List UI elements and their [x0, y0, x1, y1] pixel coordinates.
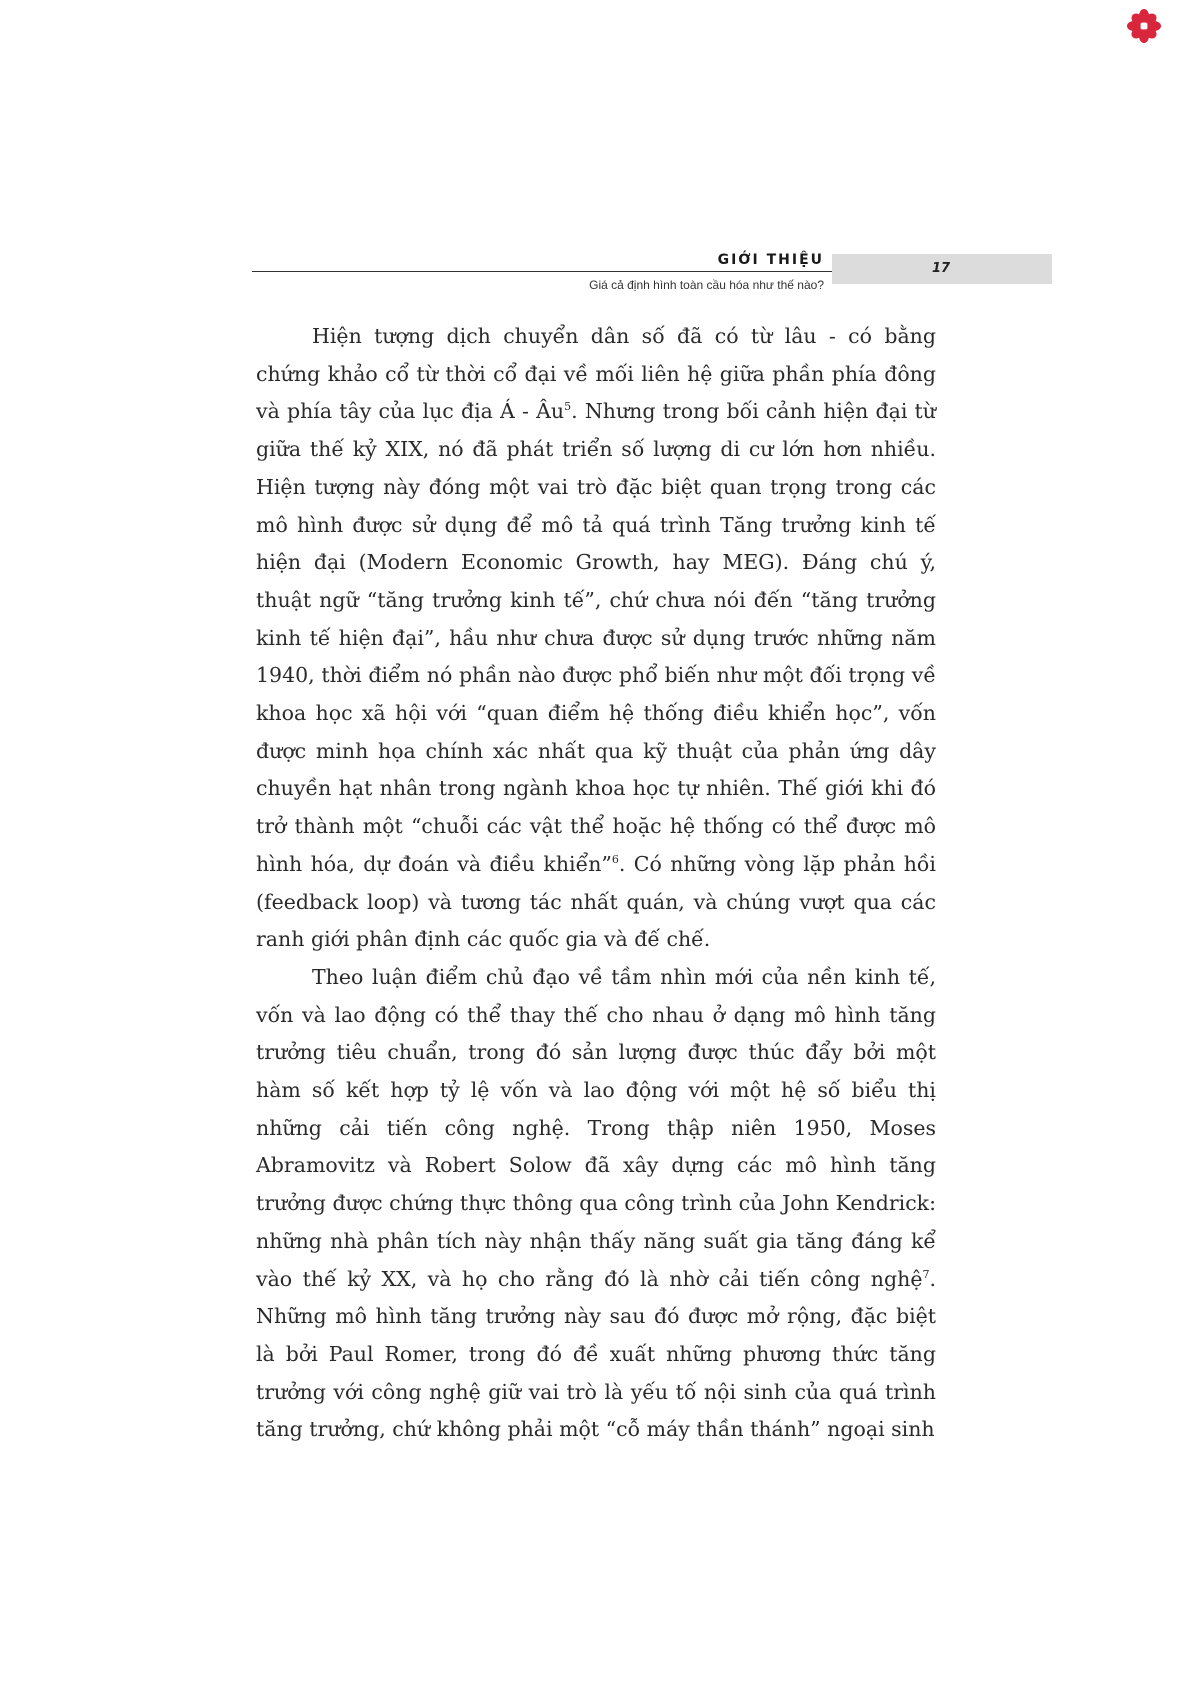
paragraph-text: . Có những vòng lặp phản hồi (feedback loop) và tương tác nhất quán, và chúng vượt qua các ranh giới phân định các quốc gia và đế chế. [256, 851, 936, 952]
section-title: GIỚI THIỆU [717, 252, 824, 268]
page-number-box [832, 254, 1052, 284]
paragraph-text: Hiện tượng dịch chuyển dân số đã có từ lâu - có bằng chứng khảo cổ từ thời cổ đại về mối liên hệ giữa phần phía đông và phía tây của lục địa Á - Âu [256, 324, 936, 424]
footnote-ref[interactable]: 7 [922, 1267, 930, 1281]
book-subtitle: Giá cả định hình toàn cầu hóa như thế nào? [589, 278, 824, 292]
body-text [256, 318, 936, 1449]
header-divider [252, 271, 832, 272]
footnote-ref[interactable]: 5 [564, 400, 572, 414]
paragraph [256, 318, 936, 959]
footnote-ref[interactable]: 6 [611, 853, 619, 867]
paragraph-text: . Những mô hình tăng trưởng này sau đó được mở rộng, đặc biệt là bởi Paul Romer, trong đó đề xuất những phương thức tăng trưởng với công nghệ giữ vai trò là yếu tố nội sinh của quá trình tăng trưởng, chứ không phải một “cỗ máy thần thánh” ngoại sinh [256, 1266, 936, 1442]
page-number: 17 [932, 261, 951, 276]
paragraph [256, 959, 936, 1449]
paragraph-text: Theo luận điểm chủ đạo về tầm nhìn mới của nền kinh tế, vốn và lao động có thể thay thế cho nhau ở dạng mô hình tăng trưởng tiêu chuẩn, trong đó sản lượng được thúc đẩy bởi một hàm số kết hợp tỷ lệ vốn và lao động với một hệ số biểu thị những cải tiến công nghệ. Trong thập niên 1950, Moses Abramovitz và Robert Solow đã xây dựng các mô hình tăng trưởng được chứng thực thông qua công trình của John Kendrick: những nhà phân tích này nhận thấy năng suất gia tăng đáng kể vào thế kỷ XX, và họ cho rằng đó là nhờ cải tiến công nghệ [256, 964, 936, 1291]
running-header [252, 250, 1052, 300]
publisher-logo-icon [1126, 8, 1162, 44]
paragraph-text: . Nhưng trong bối cảnh hiện đại từ giữa thế kỷ XIX, nó đã phát triển số lượng di cư lớn hơn nhiều. Hiện tượng này đóng một vai trò đặc biệt quan trọng trong các mô hình được sử dụng để mô tả quá trình Tăng trưởng kinh tế hiện đại (Modern Economic Growth, hay MEG). Đáng chú ý, thuật ngữ “tăng trưởng kinh tế”, chứ chưa nói đến “tăng trưởng kinh tế hiện đại”, hầu như chưa được sử dụng trước những năm 1940, thời điểm nó phần nào được phổ biến như một đối trọng về khoa học xã hội với “quan điểm hệ thống điều khiển học”, vốn được minh họa chính xác nhất qua kỹ thuật của phản ứng dây chuyền hạt nhân trong ngành khoa học tự nhiên. Thế giới khi đó trở thành một “chuỗi các vật thể hoặc hệ thống có thể được mô hình hóa, dự đoán và điều khiển” [256, 399, 936, 876]
